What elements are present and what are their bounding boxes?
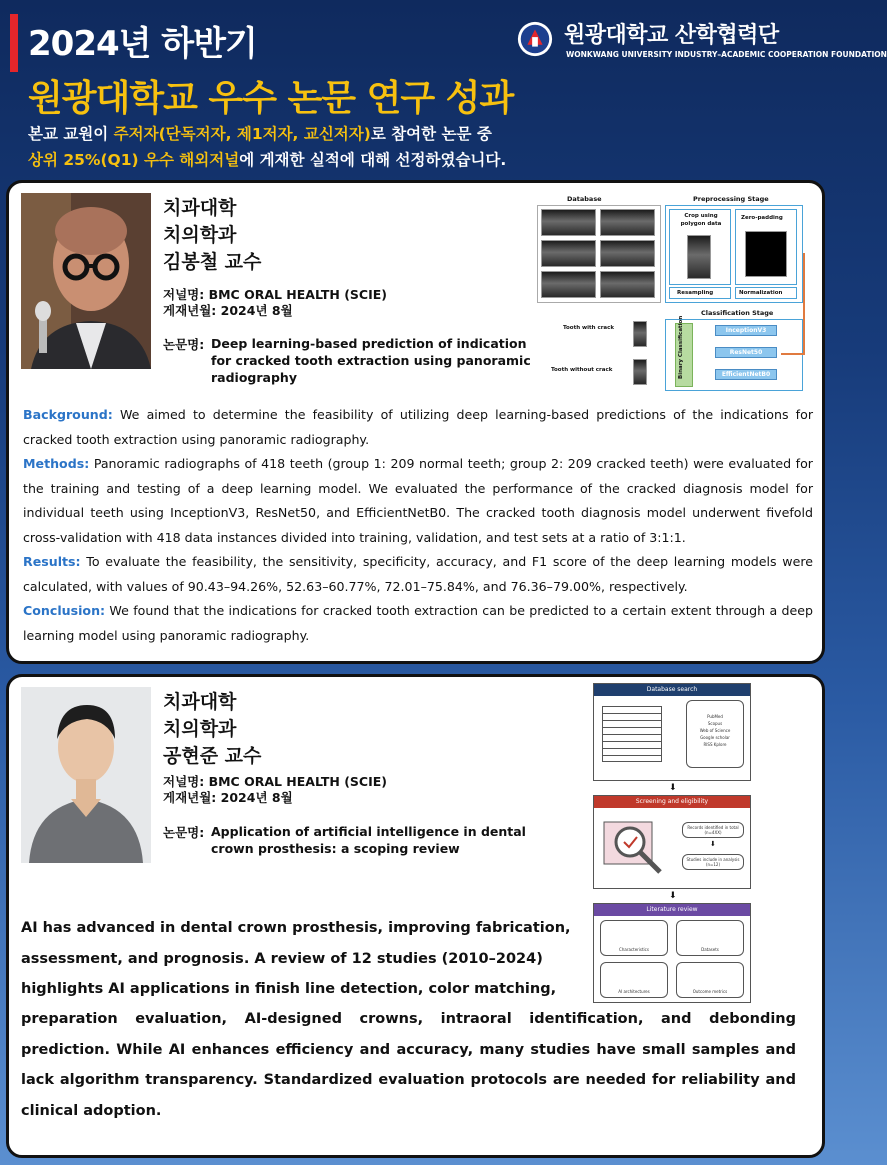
paper-card-1 [6,180,825,664]
professor-photo-1 [21,193,151,369]
abstract-1 [23,403,813,648]
fig-label-resampling: Resampling [677,290,714,296]
fig-label-with-crack: Tooth with crack [563,325,615,331]
literature-panel [593,903,751,1003]
fig-label-zero-padding: Zero-padding [741,215,783,221]
paper-label-1: 논문명: [163,337,205,352]
department-name-1: 치의학과 [163,224,237,246]
publish-date-1: 게재년월: 2024년 8월 [163,303,293,318]
db-search-header: Database search [594,684,750,696]
subtitle-line-1: 본교 교원이 주저자(단독저자, 제1저자, 교신저자)로 참여한 논문 중 [28,125,492,143]
db-item: Web of Science [699,728,731,733]
subtitle-line-2: 상위 25%(Q1) 우수 해외저널에 게재한 실적에 대해 선정하였습니다. [28,151,507,169]
arrow-down-icon: ⬇ [710,840,716,848]
db-search-panel [593,683,751,781]
professor-name-1: 김봉철 교수 [163,251,262,273]
arrow-down-icon: ⬇ [669,783,677,793]
fig-label-crop: Crop using polygon data [680,213,722,227]
records-box: Records identified in total (n=4XX) [682,822,744,838]
xray-thumb [600,209,655,236]
college-name-1: 치과대학 [163,197,237,219]
abstract-background: Background: We aimed to determine the feasibility of utilizing deep learning-based predictions of the indications for cracked tooth extraction using panoramic radiography. [23,407,813,447]
paper-title-2: Application of artificial intelligence in dental crown prosthesis: a scoping review [211,824,526,856]
summary-text-wide: preparation evaluation, AI-designed crowns, intraoral identification, and debonding prediction. While AI enhances efficiency and accuracy, many studies have small samples and lack algorithm transparency. Standardized evaluation protocols are needed for reliability and clinical adoption. [21,1011,796,1119]
fig-label-without-crack: Tooth without crack [551,367,613,373]
magnifier-check-icon [602,814,668,880]
flow-connector [803,253,805,355]
padded-tooth-thumb [745,231,787,277]
fig-label-preprocessing: Preprocessing Stage [693,195,769,203]
fig-label-normalization: Normalization [739,290,783,296]
professor-photo-2 [21,687,151,863]
title-accent-bar [10,14,18,72]
db-item: RISS Kplore [703,742,727,747]
professor-name-2: 공현준 교수 [163,745,262,767]
flow-connector [781,353,803,355]
arrow-down-icon: ⬇ [669,891,677,901]
characteristics-box: Characteristics [600,920,668,956]
literature-header: Literature review [594,904,750,916]
abstract-methods: Methods: Panoramic radiographs of 418 teeth (group 1: 209 normal teeth; group 2: 209 cracked teeth) were evaluated for the training and testing of a deep learning model. We evaluated the performance of the cracked diagnosis model for individual teeth using InceptionV3, ResNet50, and EfficientNetB0. The cracked tooth diagnosis model underwent fivefold cross-validation with 418 data instances divided into training, validation, and test sets at a ratio of 3:1:1. [23,456,813,545]
abstract-conclusion: Conclusion: We found that the indications for cracked tooth extraction can be predicted to a certain extent through a deep learning model using panoramic radiography. [23,603,813,643]
database-list [686,700,744,768]
xray-thumb [541,271,596,298]
xray-thumb [600,271,655,298]
publish-date-2: 게재년월: 2024년 8월 [163,790,293,805]
xray-thumb [600,240,655,267]
normal-tooth-thumb [633,359,647,385]
summary-text-narrow: AI has advanced in dental crown prosthesis, improving fabrication, assessment, and prognosis. A review of 12 studies (2010–2024) highlights AI applications in finish line detection, color matching, [21,920,571,997]
cracked-tooth-thumb [633,321,647,347]
model-inceptionv3: InceptionV3 [715,325,777,336]
model-efficientnetb0: EfficientNetB0 [715,369,777,380]
tooth-crop-thumb [687,235,711,279]
ai-architectures-box: AI architectures [600,962,668,998]
fig-label-classification: Classification Stage [701,309,774,317]
title-line-2: 원광대학교 우수 논문 연구 성과 [28,78,514,119]
portrait-illustration-2 [21,687,151,863]
datasets-box: Datasets [676,920,744,956]
model-resnet50: ResNet50 [715,347,777,358]
db-item: PubMed [707,714,723,719]
logo-korean-text: 원광대학교 산학협력단 [564,23,779,48]
college-name-2: 치과대학 [163,691,237,713]
db-item: Google scholar [700,735,730,740]
studies-box: Studies include in analysis (n=12) [682,854,744,870]
document-stack-icon [602,706,662,762]
xray-thumb [541,240,596,267]
journal-name-2: 저널명: BMC ORAL HEALTH (SCIE) [163,774,388,789]
paper-title-1: Deep learning-based prediction of indication for cracked tooth extraction using panoramic radiography [211,336,531,385]
xray-thumb [541,209,596,236]
db-item: Scopus [707,721,723,726]
portrait-illustration-1 [21,193,151,369]
journal-name-1: 저널명: BMC ORAL HEALTH (SCIE) [163,287,388,302]
method-figure-2 [593,683,751,1003]
paper-label-2: 논문명: [163,825,205,840]
method-figure-1 [537,195,807,395]
fig-label-database: Database [567,195,602,203]
outcome-metrics-box: Outcome metrics [676,962,744,998]
screening-panel [593,795,751,889]
header [0,0,887,180]
screening-header: Screening and eligibility [594,796,750,808]
title-line-1: 2024년 하반기 [28,24,257,64]
university-emblem-icon [516,20,554,58]
abstract-results: Results: To evaluate the feasibility, the sensitivity, specificity, accuracy, and F1 score of the deep learning models were calculated, with values of 90.43–94.26%, 52.63–60.77%, 72.01–75.84%, and 76.36–79.00%, respectively. [23,554,813,594]
department-name-2: 치의학과 [163,718,237,740]
logo-english-text: WONKWANG UNIVERSITY INDUSTRY–ACADEMIC COOPERATION FOUNDATION [566,50,887,59]
fig-label-binary: Binary Classification [678,315,684,379]
paper-card-2 [6,674,825,1158]
